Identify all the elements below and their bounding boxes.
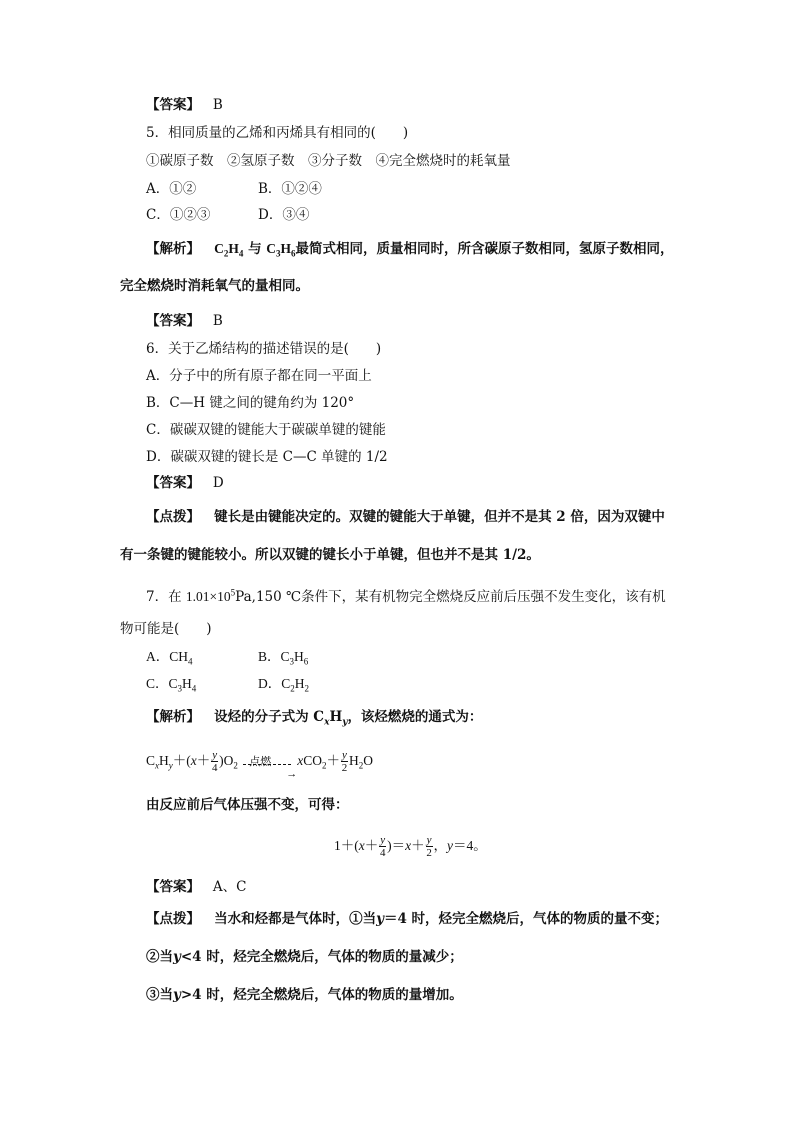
q6-option-a: A．分子中的所有原子都在同一平面上: [146, 368, 372, 384]
q7-tip-text1a: 当水和烃都是气体时，①当: [214, 911, 377, 927]
q7-option-b: B．$C_3H_6$: [258, 649, 309, 667]
fraction-y-over-2: $\frac{y}{2}$: [341, 749, 348, 775]
ignition-condition: 点燃: [249, 755, 272, 768]
reaction-arrow: 点燃 →: [241, 753, 297, 771]
combustion-equation: $C_xH_y+(x+$ $\frac{y}{4}$ )$O_2$ 点燃 → xCO$_2$＋ $\frac{y}{2}$ $H_2O$: [146, 746, 373, 776]
analysis-label: 【解析】: [146, 709, 200, 725]
answer-label: 【答案】: [146, 879, 200, 895]
q5-items: ①碳原子数 ②氢原子数 ③分子数 ④完全燃烧时的耗氧量: [146, 153, 511, 169]
pressure-equation: 1＋(x＋ $\frac{y}{4}$ )＝x＋ $\frac{y}{2}$ ，y＝4。: [334, 834, 487, 860]
q7-derive-intro: 由反应前后气体压强不变，可得：: [146, 797, 349, 813]
q6-tip-line2: 有一条键的键能较小。所以双键的键长小于单键，但也并不是其 1/2。: [120, 547, 540, 563]
q7-option-d: D．$C_2H_2$: [258, 676, 310, 694]
q7-answer: A、C: [212, 879, 247, 895]
q6-tip-line1: [146, 508, 665, 526]
q7-option-c: C．$C_3H_4$: [146, 676, 197, 694]
q7-analysis-tail: ，该烃燃烧的通式为：: [347, 709, 483, 725]
q4-answer-line: [146, 96, 223, 114]
q7-option-a: A．$CH_4$: [146, 649, 193, 667]
q6-answer: D: [212, 475, 224, 491]
q5-analysis-line2: 完全燃烧时消耗氧气的量相同。: [120, 278, 309, 294]
pressure-value: $1.01\times 10^5$: [185, 587, 236, 604]
q7-answer-line: [146, 878, 246, 896]
q7-tip-text3a: ③当: [146, 987, 173, 1003]
q6-option-c: C．碳碳双键的键能大于碳碳单键的键能: [146, 422, 386, 438]
answer-label: 【答案】: [146, 97, 200, 113]
formula-c3h6: $C_3H_6$: [266, 241, 296, 259]
q7-tip-line1: 【点拨】 当水和烃都是气体时，①当y＝4 时，烃完全燃烧后，气体的物质的量不变；: [146, 911, 669, 927]
q5-option-c: C．①②③: [146, 207, 211, 223]
q6-option-b: B．C—H 键之间的键角约为 120°: [146, 395, 355, 411]
q5-option-a: A．①②: [146, 181, 197, 197]
tip-label: 【点拨】: [146, 911, 200, 927]
q6-answer-line: [146, 474, 224, 492]
q7-tip-text2b: <4 时，烃完全燃烧后，气体的物质的量减少；: [180, 949, 463, 965]
q5-answer: B: [212, 313, 223, 329]
q7-analysis-line: 【解析】 设烃的分子式为 $C_xH_y$，该烃燃烧的通式为：: [146, 709, 483, 728]
formula-c2h4: $C_2H_4$: [214, 241, 244, 259]
q5-stem: 5．相同质量的乙烯和丙烯具有相同的( ): [146, 125, 409, 141]
q7-tip-text2a: ②当: [146, 949, 173, 965]
fraction-y-over-2: $\frac{y}{2}$: [426, 834, 432, 860]
analysis-label: 【解析】: [146, 241, 200, 257]
fraction-y-over-4: $\frac{y}{4}$: [211, 749, 218, 775]
q7-stem-line1: 7．在 $1.01\times 10^5Pa,150$ ℃条件下，某有机物完全燃烧反应前后压强不发生变化，该有机: [146, 587, 666, 605]
tip-label: 【点拨】: [146, 509, 200, 525]
q5-option-d: D．③④: [258, 207, 310, 223]
q5-answer-line: [146, 312, 223, 330]
q7-stem-line2: 物可能是( ): [120, 621, 212, 637]
answer-label: 【答案】: [146, 475, 200, 491]
q7-analysis-intro: 设烃的分子式为 C: [214, 709, 325, 725]
q6-tip-text1: 键长是由键能决定的。双键的键能大于单键，但并不是其 2 倍，因为双键中: [214, 509, 665, 525]
q6-stem: 6．关于乙烯结构的描述错误的是( ): [146, 341, 382, 357]
q4-answer: B: [212, 97, 223, 113]
q6-option-d: D．碳碳双键的键长是 C—C 单键的 1/2: [146, 449, 388, 465]
q7-tip-line2: ②当y<4 时，烃完全燃烧后，气体的物质的量减少；: [146, 949, 463, 965]
q5-analysis-text: 最简式相同，质量相同时，所含碳原子数相同，氢原子数相同，: [295, 241, 674, 257]
q7-tip-text1b: ＝4 时，烃完全燃烧后，气体的物质的量不变；: [383, 911, 669, 927]
fraction-y-over-4: $\frac{y}{4}$: [379, 834, 386, 860]
q5-option-b: B．①②④: [258, 181, 322, 197]
q7-stem-text: Pa,150 ℃条件下，某有机物完全燃烧反应前后压强不发生变化，该有机: [235, 589, 666, 605]
q7-tip-text3b: >4 时，烃完全燃烧后，气体的物质的量增加。: [180, 987, 463, 1003]
q5-analysis-line1: 【解析】 $C_2H_4$ 与 $C_3H_6$最简式相同，质量相同时，所含碳原子数相同，氢原子数相同，: [146, 241, 674, 259]
q7-tip-line3: ③当y>4 时，烃完全燃烧后，气体的物质的量增加。: [146, 987, 463, 1003]
answer-label: 【答案】: [146, 313, 200, 329]
